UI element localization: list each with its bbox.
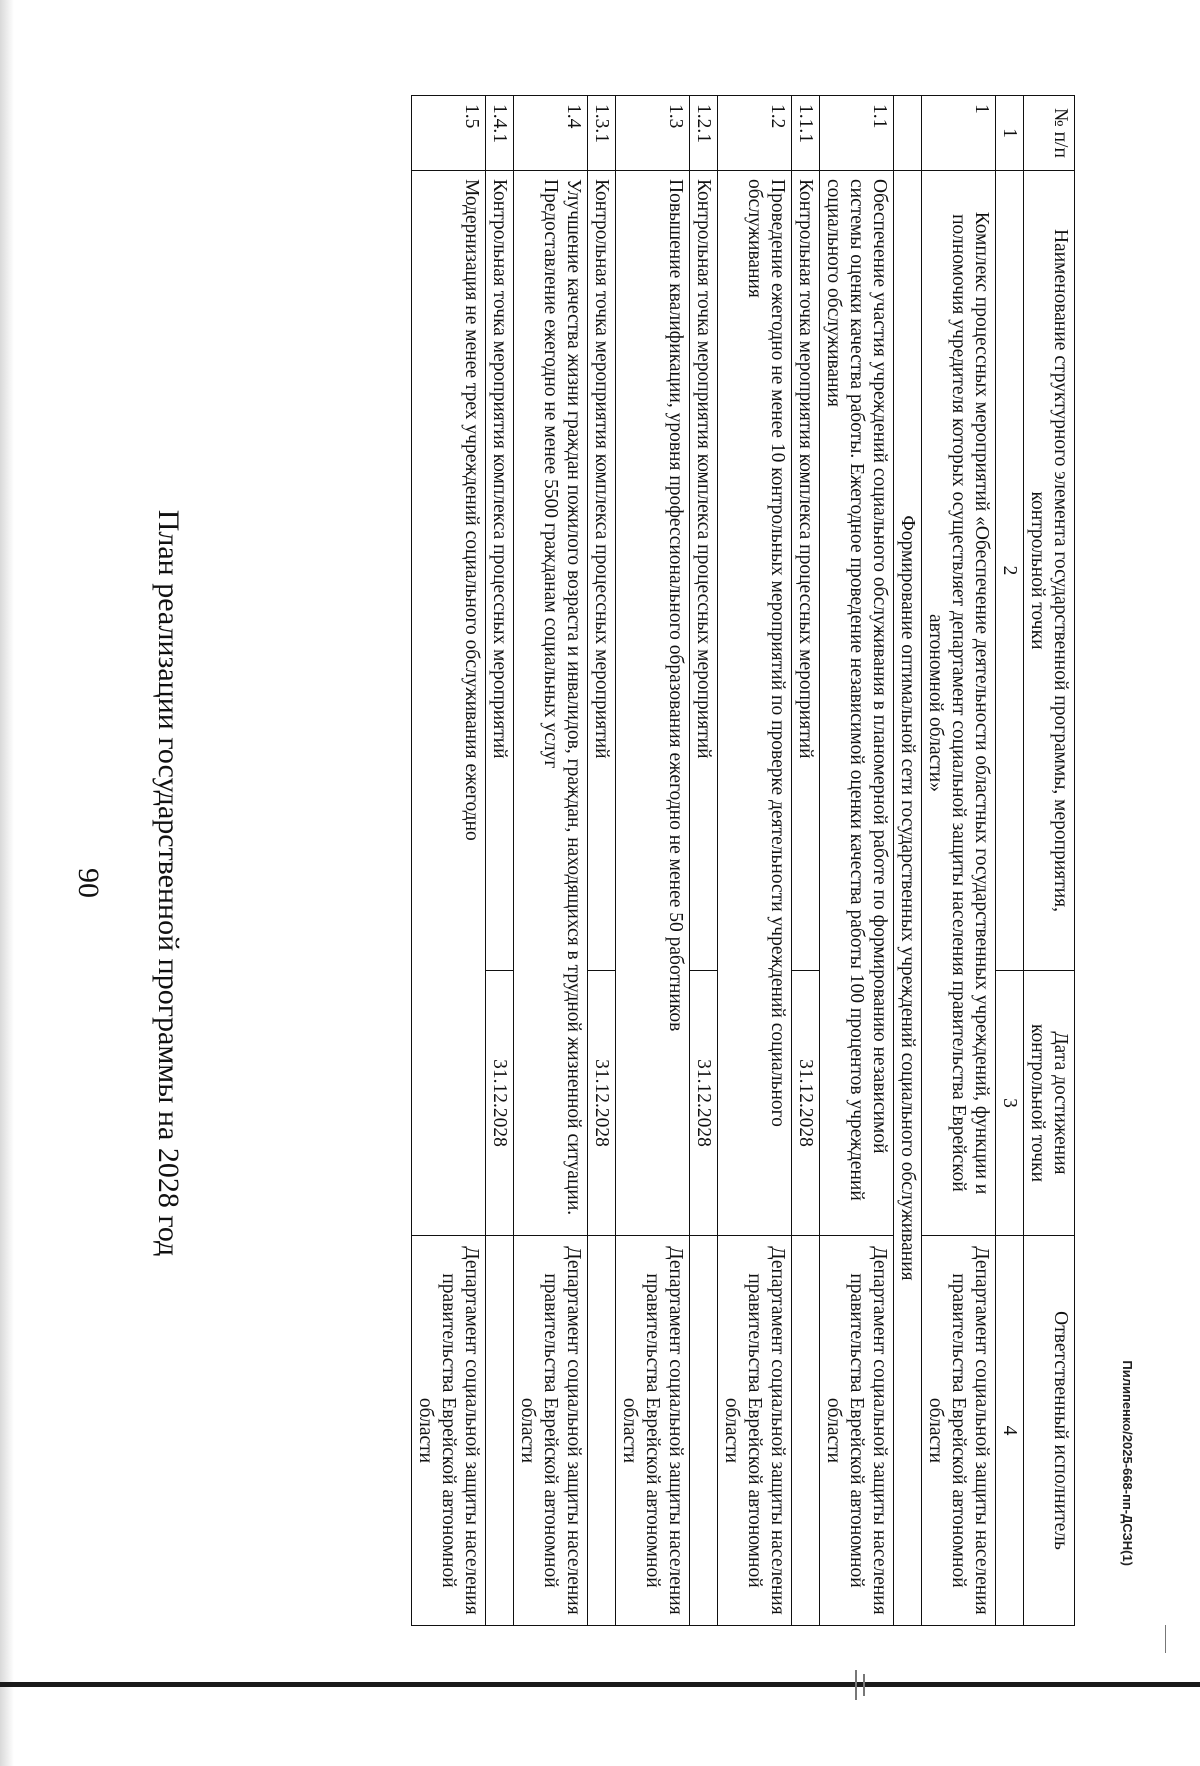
row-text: Модернизация не менее трех учреждений социального обслуживания ежегодно (412, 171, 486, 1236)
row-responsible (486, 1236, 514, 1626)
row-number: 1.1.1 (792, 96, 820, 171)
row-date: 31.12.2028 (690, 971, 718, 1236)
row-text: Контрольная точка мероприятия комплекса процессных мероприятий (588, 171, 616, 971)
table-row (486, 96, 514, 1626)
row-text: Повышение квалификации, уровня профессионального образования ежегодно не менее 50 работников (616, 171, 690, 1236)
page-number: 90 (72, 868, 105, 898)
table-row (718, 96, 792, 1626)
row-responsible: Департамент социальной защиты населения правительства Еврейской автономной области (616, 1236, 690, 1626)
document-title: План реализации государственной программы на 2028 год (152, 509, 185, 1257)
row-number: 1.3 (616, 96, 690, 171)
row-responsible: Департамент социальной защиты населения правительства Еврейской автономной области (820, 1236, 894, 1626)
table-row (820, 96, 894, 1626)
table-section-row (894, 96, 922, 1626)
table-row-complex (922, 96, 996, 1626)
row-number: 1.4.1 (486, 96, 514, 171)
table-row (690, 96, 718, 1626)
table-column-numbers-row (996, 96, 1024, 1626)
section-title: Формирование оптимальной сети государственных учреждений социального обслуживания (894, 171, 922, 1626)
column-number: 3 (996, 971, 1024, 1236)
row-text: Обеспечение участия учреждений социального обслуживания в планомерной работе по формированию независимой системы оценки качества работы. Ежегодное проведение независимой оценки качества работы 100 процентов учреждений социального обслуживания (820, 171, 894, 1236)
row-text: Контрольная точка мероприятия комплекса процессных мероприятий (486, 171, 514, 971)
row-responsible: Департамент социальной защиты населения правительства Еврейской автономной области (412, 1236, 486, 1626)
row-responsible: Департамент социальной защиты населения правительства Еврейской автономной области (718, 1236, 792, 1626)
row-number: 1.1 (820, 96, 894, 171)
row-responsible (690, 1236, 718, 1626)
row-responsible (588, 1236, 616, 1626)
document-footer-id: Пилипенко/2025-668-пп-ДСЗН(1) (1120, 1360, 1135, 1566)
header-name: Наименование структурного элемента государственной программы, мероприятия, контрольной точки (1024, 171, 1075, 971)
header-responsible: Ответственный исполнитель (1024, 1236, 1075, 1626)
row-responsible: Департамент социальной защиты населения правительства Еврейской автономной области (514, 1236, 588, 1626)
row-number: 1.4 (514, 96, 588, 171)
table-row (792, 96, 820, 1626)
row-text: Улучшение качества жизни граждан пожилого возраста и инвалидов, граждан, находящихся в трудной жизненной ситуации. Предоставление ежегодно не менее 5500 гражданам социальных услуг (514, 171, 588, 1236)
column-number: 1 (996, 96, 1024, 171)
row-number: 1.5 (412, 96, 486, 171)
row-date: 31.12.2028 (486, 971, 514, 1236)
table-row (616, 96, 690, 1626)
row-number: 1.3.1 (588, 96, 616, 171)
row-number: 1.2.1 (690, 96, 718, 171)
header-date: Дата достижения контрольной точки (1024, 971, 1075, 1236)
table-row (514, 96, 588, 1626)
implementation-plan-table (411, 95, 1075, 1626)
row-number: 1 (922, 96, 996, 171)
row-date: 31.12.2028 (588, 971, 616, 1236)
row-text: Контрольная точка мероприятия комплекса процессных мероприятий (690, 171, 718, 971)
header-number: № п/п (1024, 96, 1075, 171)
row-date: 31.12.2028 (792, 971, 820, 1236)
column-number: 2 (996, 171, 1024, 971)
row-text: Проведение ежегодно не менее 10 контрольных мероприятий по проверке деятельности учреждений социального обслуживания (718, 171, 792, 1236)
row-responsible (792, 1236, 820, 1626)
column-number: 4 (996, 1236, 1024, 1626)
complex-title: Комплекс процессных мероприятий «Обеспечение деятельности областных государственных учреждений, функции и полномочия учредителя которых осуществляет департамент социальной защиты населения правительства Еврейской автономной области» (922, 171, 996, 1236)
row-text: Контрольная точка мероприятия комплекса процессных мероприятий (792, 171, 820, 971)
row-number: 1.2 (718, 96, 792, 171)
table-row (588, 96, 616, 1626)
table-header-row (1024, 96, 1075, 1626)
table-row (412, 96, 486, 1626)
empty-cell (894, 96, 922, 171)
row-responsible: Департамент социальной защиты населения правительства Еврейской автономной области (922, 1236, 996, 1626)
